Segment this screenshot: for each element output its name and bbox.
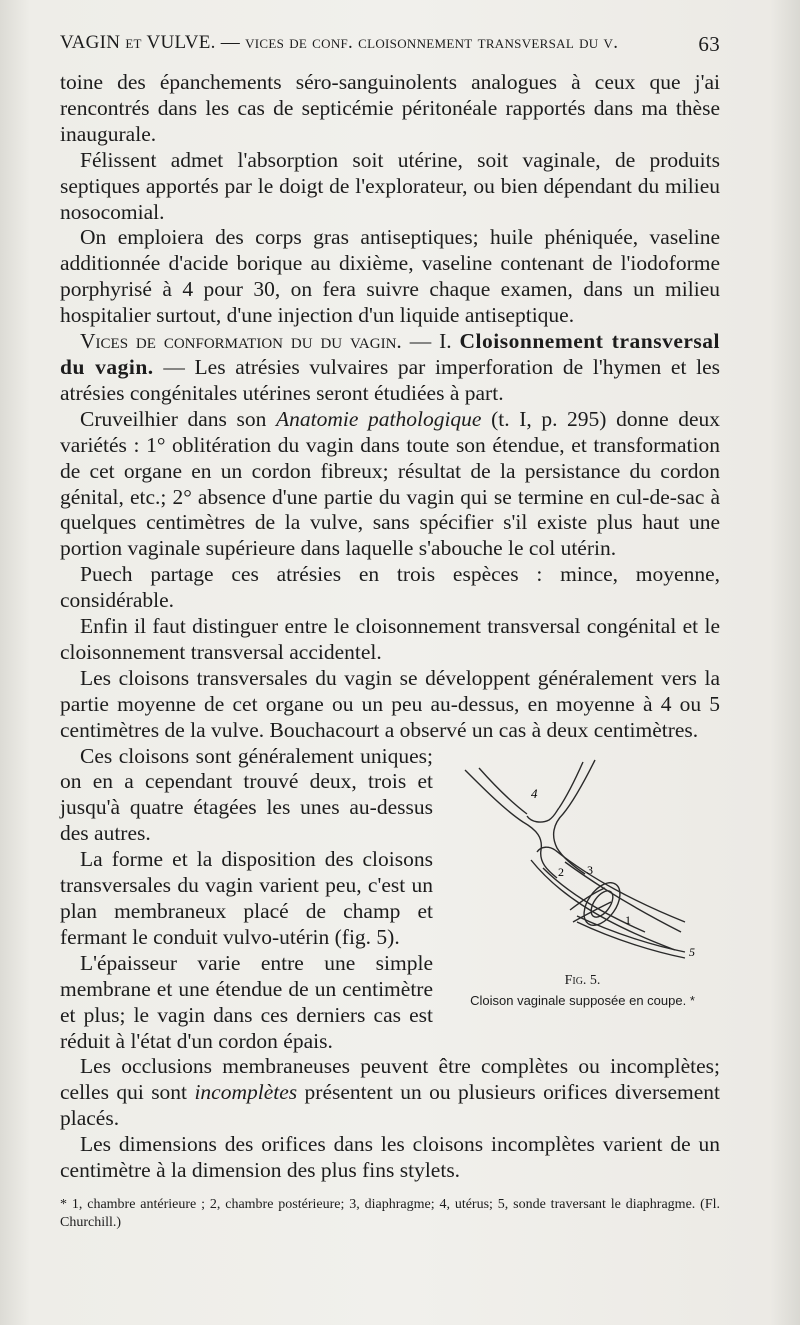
paragraph: La forme et la disposition des cloisons transversales du vagin varient peu, c'est un plan membraneux placé de champ et fermant le conduit vulvo-utérin (fig. 5). xyxy=(60,847,433,949)
section-label: Vices de conformation du du vagin. — I. xyxy=(80,329,452,354)
paragraph: Les cloisons transversales du vagin se développent généralement vers la partie moyenne de cet organe ou un peu au-dessus, en moyenne à 4 ou 5 centimètres de la vulve. Bouchacourt a observé un cas à deux centimètres. xyxy=(60,665,720,742)
paragraph xyxy=(60,1054,720,1132)
emphasis: incomplètes xyxy=(194,1080,298,1105)
footnote: * 1, chambre antérieure ; 2, chambre postérieure; 3, diaphragme; 4, utérus; 5, sonde traversant le diaphragme. (Fl. Churchill.) xyxy=(60,1197,720,1230)
text-run: (t. I, p. 295) donne deux variétés : 1° oblitération du vagin dans toute son étendue, et transformation de cet organe en un cordon fibreux; résultat de la persistance du cordon génital, etc.; 2° absence d'une partie du vagin qui se termine en cul-de-sac à quelques centimètres de la vulve, sans spécifier s'il existe plus haut une portion vaginale supérieure dans laquelle s'abouche le col utérin. xyxy=(60,406,721,561)
figure-5 xyxy=(445,750,720,1012)
figure-number-label: 2 xyxy=(558,864,564,879)
body-text xyxy=(60,70,720,1184)
paragraph: toine des épanchements séro-sanguinolents analogues à ceux que j'ai rencontrés dans les cas de septicémie péritonéale rapportés dans ma thèse inaugurale. xyxy=(60,70,720,146)
section-heading-paragraph xyxy=(60,329,720,407)
paragraph xyxy=(60,407,720,562)
figure-caption: Cloison vaginale supposée en coupe. * xyxy=(470,992,695,1008)
text-run: Cruveilhier dans son xyxy=(80,406,267,431)
paragraph: Les dimensions des orifices dans les cloisons incomplètes varient de un centimètre à la dimension des plus fins stylets. xyxy=(60,1132,720,1183)
running-header xyxy=(60,32,720,54)
book-title: Anatomie pathologique xyxy=(276,406,482,431)
paragraph: On emploiera des corps gras antiseptiques; huile phéniquée, vaseline additionnée d'acide borique au dixième, vaseline contenant de l'iodoforme porphyrisé à 4 pour 30, on fera suivre chaque examen, dans un milieu hospitalier surtout, d'une injection d'un liquide antiseptique. xyxy=(60,225,720,328)
section-title: Cloisonnement transversal du vagin. xyxy=(60,329,720,379)
text-run: présentent un ou plusieurs orifices diversement placés. xyxy=(60,1080,721,1131)
vaginal-septum-illustration xyxy=(445,750,720,965)
figure-number-label: 3 xyxy=(587,862,593,877)
figure-label: Fig. 5. xyxy=(564,972,601,988)
section-text: — Les atrésies vulvaires par imperforation de l'hymen et les atrésies congénitales utérines seront étudiées à part. xyxy=(60,354,720,405)
page-number: 63 xyxy=(698,32,720,56)
paragraph: L'épaisseur varie entre une simple membrane et une étendue de un centimètre et plus; le vagin dans ces derniers cas est réduit à l'état d'un cordon épais. xyxy=(60,950,433,1053)
figure-number-label: 5 xyxy=(689,944,695,959)
paragraph: Enfin il faut distinguer entre le cloisonnement transversal congénital et le cloisonnement transversal accidentel. xyxy=(60,614,720,664)
text-run: Les occlusions membraneuses peuvent être complètes ou incomplètes; celles qui sont xyxy=(60,1054,720,1105)
paragraph: Ces cloisons sont généralement uniques; on en a cependant trouvé deux, trois et jusqu'à quatre étagées les unes au-dessus des autres. xyxy=(60,743,433,846)
figure-number-label: 1 xyxy=(625,912,631,927)
running-head: VAGIN et VULVE. — vices de conf. cloisonnement transversal du v. xyxy=(60,32,619,53)
figure-number-label: 4 xyxy=(531,785,538,801)
paragraph: Puech partage ces atrésies en trois espèces : mince, moyenne, considérable. xyxy=(60,562,720,613)
paragraph: Félissent admet l'absorption soit utérine, soit vaginale, de produits septiques apportés par le doigt de l'explorateur, ou bien dépendant du milieu nosocomial. xyxy=(60,147,720,224)
